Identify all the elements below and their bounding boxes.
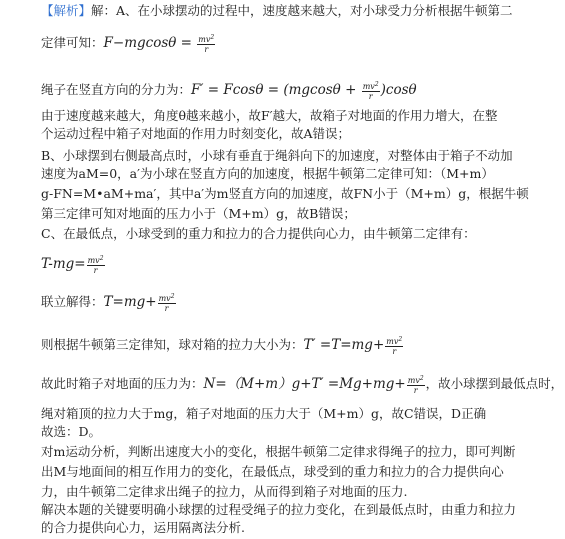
- line-14: 故此时箱子对地面的压力为：N=（M+m）g+T′ =Mg+mg+ $\frac{mv^2}{r}$ ，故小球摆到最低点时，: [41, 375, 564, 395]
- line-16: 故选：D。: [41, 424, 102, 439]
- line-4: 由于速度越来越大，角度θ越来越小，故F′越大，故箱子对地面的作用力增大，在整: [41, 108, 498, 123]
- line-3: 绳子在竖直方向的分力为：F′ = Fcosθ = (mgcosθ + $\frac{mv^2}{r}$ )cosθ: [41, 81, 417, 101]
- line-19: 力，由牛顿第二定律求出绳子的拉力，从而得到箱子对地面的压力.: [41, 484, 408, 499]
- analysis-tag: 【解析】: [41, 3, 92, 18]
- line-8: g-FN=M•aM+ma′，其中a′为m竖直方向的加速度，故FN小于（M+m）g，根据牛顿: [41, 186, 529, 201]
- line-21: 的合力提供向心力，运用隔离法分析.: [41, 520, 245, 535]
- line-9: 第三定律可知对地面的压力小于（M+m）g，故B错误；: [41, 206, 356, 221]
- line-13: 则根据牛顿第三定律知，球对箱的拉力大小为：T′ =T=mg+ $\frac{mv^2}{r}$: [41, 336, 403, 356]
- line-6: B、小球摆到右侧最高点时，小球有垂直于绳斜向下的加速度，对整体由于箱子不动加: [41, 148, 513, 163]
- line-11: T-mg= $\frac{mv^2}{r}$: [41, 255, 104, 275]
- fraction-mv2-r: $\frac{mv^2}{r}$: [362, 81, 379, 101]
- line-12: 联立解得：T=mg+ $\frac{mv^2}{r}$: [41, 293, 175, 313]
- line-1: 【解析】解：A、在小球摆动的过程中，速度越来越大，对小球受力分析根据牛顿第二: [41, 3, 513, 18]
- line-2: 定律可知：F−mgcosθ = $\frac{mv^2}{r}$: [41, 34, 215, 54]
- fraction-mv2-r: $\frac{mv^2}{r}$: [158, 293, 175, 313]
- line-5: 个运动过程中箱子对地面的作用力时刻变化，故A错误；: [41, 126, 351, 141]
- fraction-mv2-r: $\frac{mv^2}{r}$: [87, 255, 104, 275]
- line-18: 出M与地面间的相互作用力的变化，在最低点，球受到的重力和拉力的合力提供向心: [41, 464, 504, 479]
- line-10: C、在最低点，小球受到的重力和拉力的合力提供向心力，由牛顿第二定律有：: [41, 226, 476, 241]
- fraction-mv2-r: $\frac{mv^2}{r}$: [386, 336, 403, 356]
- line-15: 绳对箱顶的拉力大于mg，箱子对地面的压力大于（M+m）g，故C错误，D正确: [41, 406, 487, 421]
- line-20: 解决本题的关键要明确小球摆的过程受绳子的拉力变化，在到最低点时，由重力和拉力: [41, 502, 517, 517]
- line-17: 对m运动分析，判断出速度大小的变化，根据牛顿第二定律求得绳子的拉力，即可判断: [41, 444, 516, 459]
- line-7: 速度为aM=0，a′为小球在竖直方向的加速度，根据牛顿第二定律可知：（M+m）: [41, 166, 494, 181]
- fraction-mv2-r: $\frac{mv^2}{r}$: [198, 34, 215, 54]
- fraction-mv2-r: $\frac{mv^2}{r}$: [407, 375, 424, 395]
